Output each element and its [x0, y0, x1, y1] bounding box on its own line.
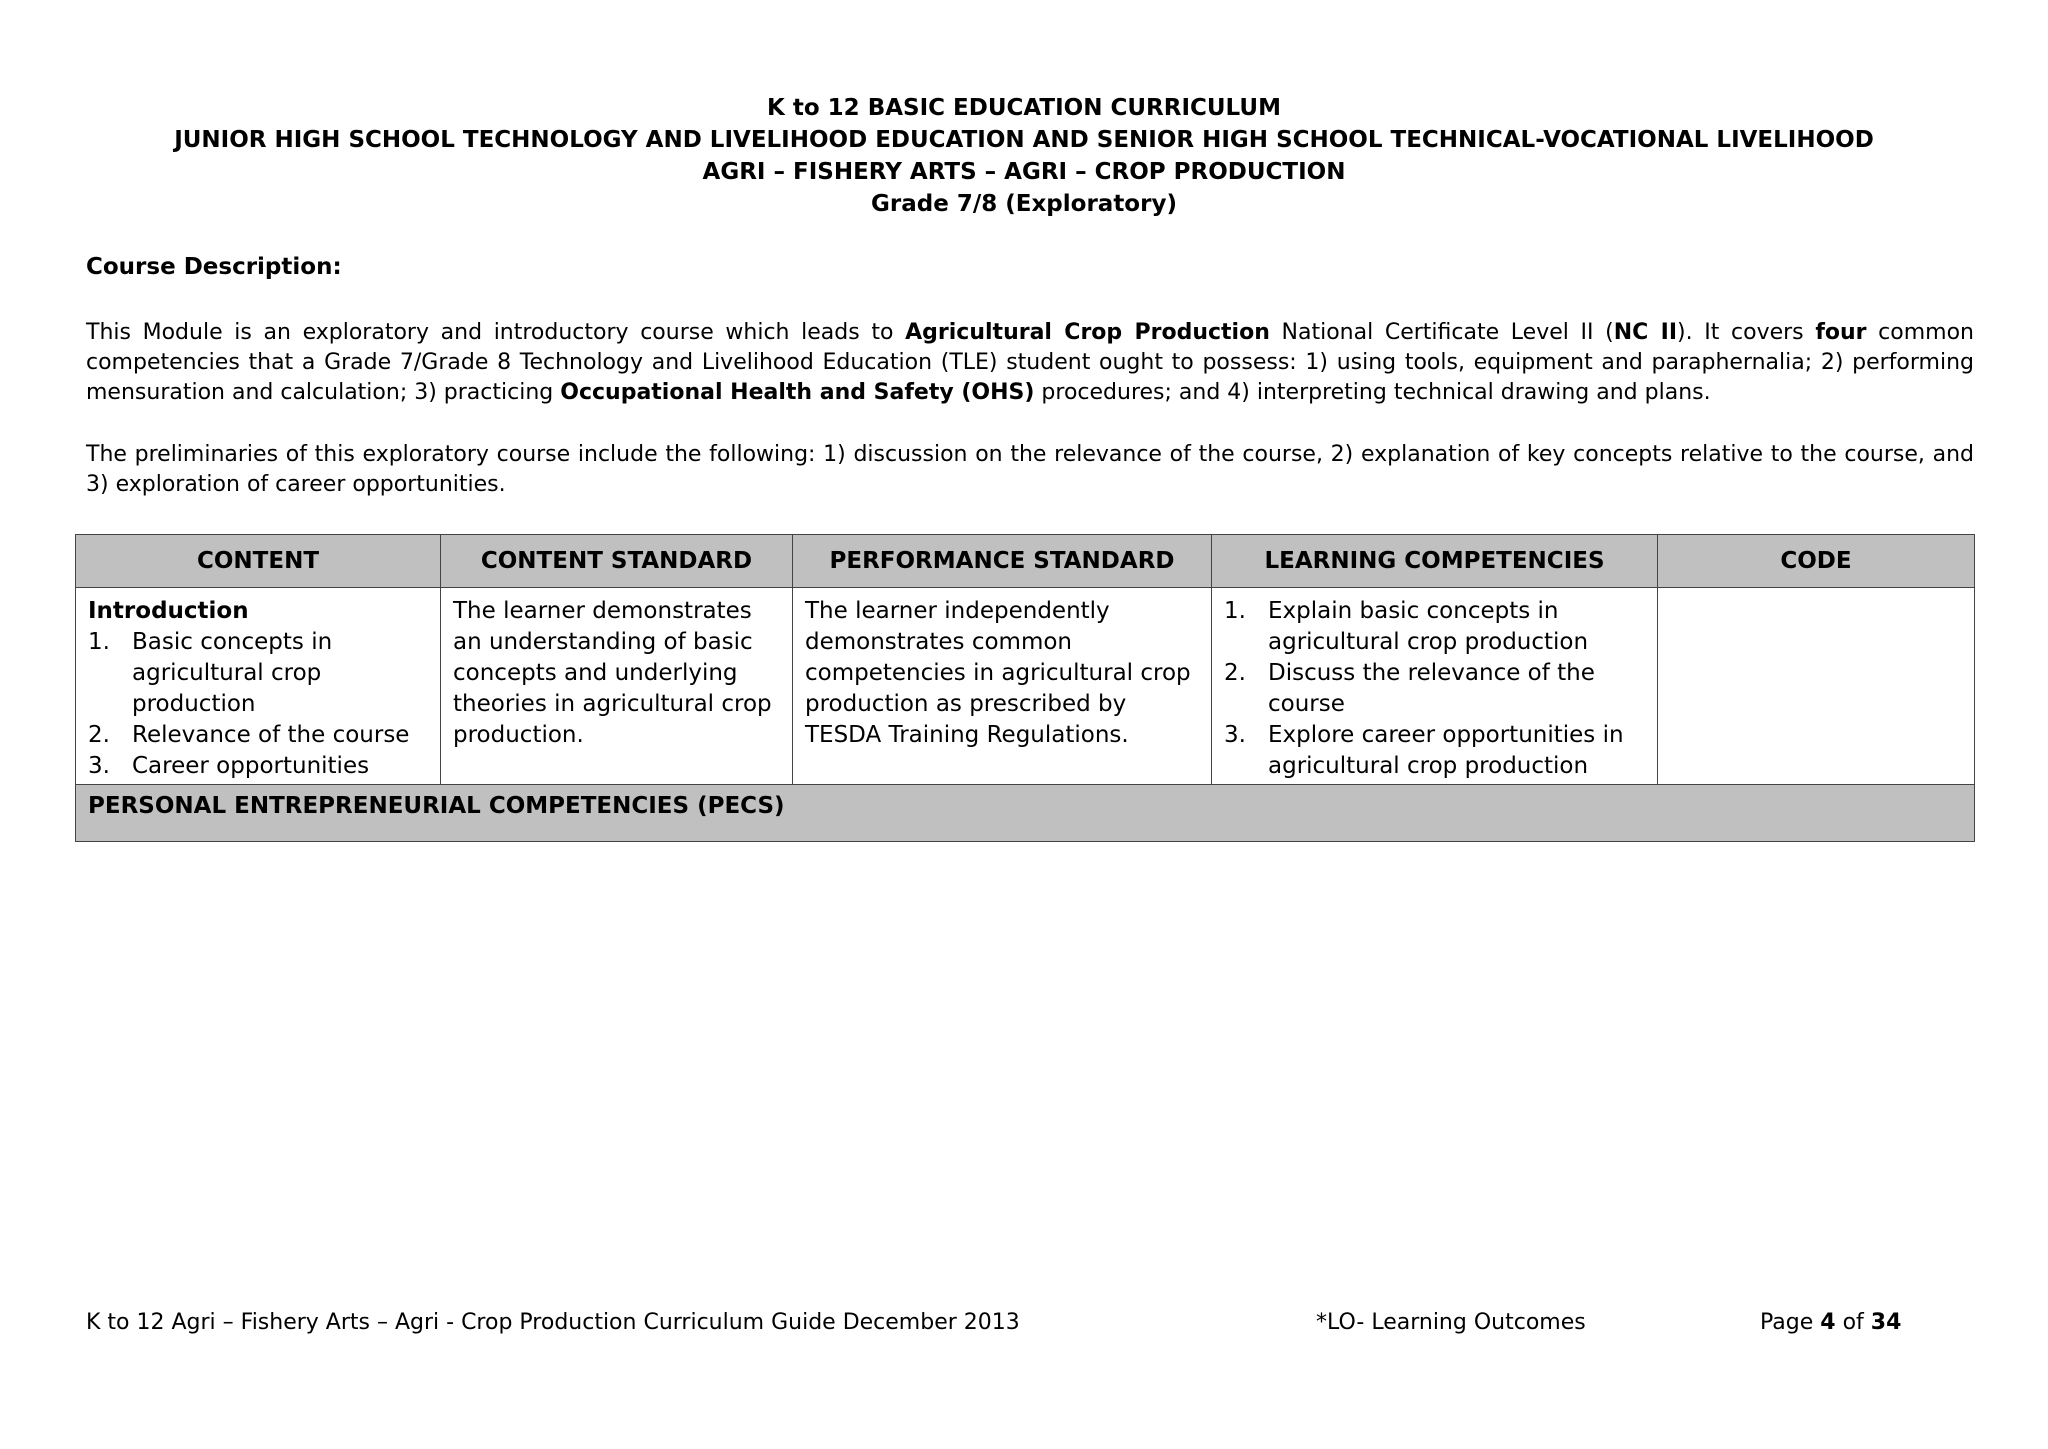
list-item	[1224, 720, 1645, 782]
list-text: Career opportunities	[132, 753, 370, 779]
para1-bold-4: Occupational Health and Safety (OHS)	[560, 380, 1035, 405]
list-item	[1224, 658, 1645, 720]
list-number: 2.	[88, 722, 110, 748]
section-row-label: PERSONAL ENTREPRENEURIAL COMPETENCIES (PECS)	[76, 785, 1975, 842]
header-line-1: K to 12 BASIC EDUCATION CURRICULUM	[767, 95, 1281, 121]
curriculum-table	[75, 534, 1975, 842]
list-text: Basic concepts in agricultural crop production	[132, 629, 333, 717]
code-cell	[1658, 588, 1975, 785]
content-cell	[76, 588, 441, 785]
list-item	[88, 720, 428, 751]
page-of: of	[1835, 1310, 1871, 1335]
competencies-list	[1224, 596, 1645, 782]
para1-text-5: procedures; and 4) interpreting technical drawing and plans.	[1034, 380, 1711, 405]
page-total: 34	[1870, 1310, 1902, 1335]
para1-text-3: ). It covers	[1677, 320, 1816, 345]
content-title: Introduction	[88, 598, 249, 624]
section-row-pecs	[76, 785, 1975, 842]
list-text: Relevance of the course	[132, 722, 410, 748]
page-current: 4	[1820, 1310, 1836, 1335]
learning-competencies-cell	[1212, 588, 1658, 785]
para1-text-2: National Certificate Level II (	[1269, 320, 1614, 345]
course-description-label: Course Description:	[86, 254, 342, 280]
header-line-4: Grade 7/8 (Exploratory)	[871, 191, 1177, 217]
para1-bold-3: four	[1815, 320, 1867, 345]
header-content: CONTENT	[76, 535, 441, 588]
list-number: 1.	[1224, 598, 1246, 624]
header-line-2: JUNIOR HIGH SCHOOL TECHNOLOGY AND LIVELIHOOD EDUCATION AND SENIOR HIGH SCHOOL TECHNICAL-VOCATIONAL LIVELIHOOD	[174, 127, 1874, 153]
para1-bold-2: NC II	[1613, 320, 1678, 345]
footer-document-title: K to 12 Agri – Fishery Arts – Agri - Crop Production Curriculum Guide December 2013	[86, 1310, 1020, 1335]
table-header-row	[76, 535, 1975, 588]
list-number: 2.	[1224, 660, 1246, 686]
course-description-paragraph-2: The preliminaries of this exploratory course include the following: 1) discussion on the relevance of the course, 2) explanation of key concepts relative to the course, and 3) exploration of career opportunities.	[86, 442, 1974, 497]
footer-page-number	[1760, 1310, 1901, 1335]
header-learning-competencies: LEARNING COMPETENCIES	[1212, 535, 1658, 588]
list-text: Explain basic concepts in agricultural crop production	[1268, 598, 1589, 655]
list-number: 1.	[88, 629, 110, 655]
list-number: 3.	[1224, 722, 1246, 748]
header-content-standard: CONTENT STANDARD	[441, 535, 793, 588]
list-item	[88, 751, 428, 782]
list-number: 3.	[88, 753, 110, 779]
course-description-paragraph-1	[86, 318, 1974, 408]
para1-text-1: This Module is an exploratory and introductory course which leads to	[86, 320, 906, 345]
list-item	[1224, 596, 1645, 658]
document-header	[0, 92, 2048, 220]
performance-standard-cell: The learner independently demonstrates common competencies in agricultural crop production as prescribed by TESDA Training Regulations.	[793, 588, 1212, 785]
list-text: Discuss the relevance of the course	[1268, 660, 1595, 717]
table-row	[76, 588, 1975, 785]
header-performance-standard: PERFORMANCE STANDARD	[793, 535, 1212, 588]
para1-bold-1: Agricultural Crop Production	[905, 320, 1270, 345]
list-item	[88, 627, 428, 720]
para1-text-4: common competencies that a Grade 7/Grade 8 Technology and Livelihood Education (TLE) student ought to possess: 1) using tools, equipment and paraphernalia; 2) performing mensuration and calculation; 3) practicing	[86, 320, 1974, 405]
list-text: Explore career opportunities in agricultural crop production	[1268, 722, 1624, 779]
header-code: CODE	[1658, 535, 1975, 588]
header-line-3: AGRI – FISHERY ARTS – AGRI – CROP PRODUCTION	[702, 159, 1346, 185]
footer-note: *LO- Learning Outcomes	[1316, 1310, 1586, 1335]
content-list	[88, 627, 428, 782]
page-prefix: Page	[1760, 1310, 1821, 1335]
content-standard-cell: The learner demonstrates an understanding of basic concepts and underlying theories in agricultural crop production.	[441, 588, 793, 785]
